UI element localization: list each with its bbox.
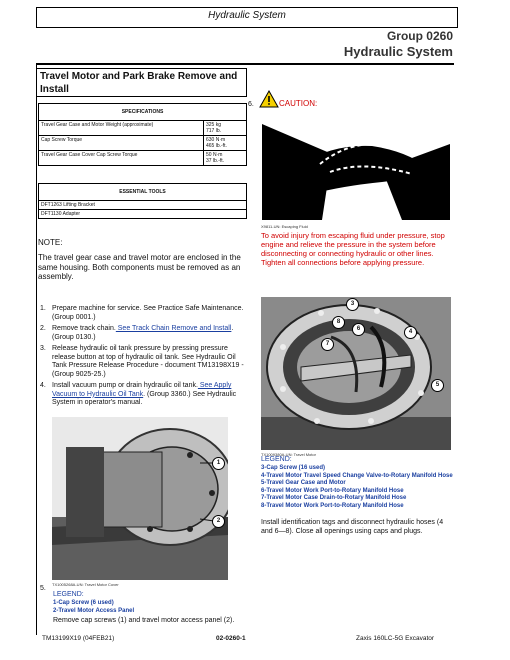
caution-text: To avoid injury from escaping fluid under pressure, stop engine and relieve the pressure in the system before disconnecting or connecting hydraulic or other lines. Tighten all connections before applying pressure. — [261, 231, 445, 267]
escaping-fluid-image — [262, 124, 450, 220]
spec-item: Cap Screw Torque — [39, 136, 204, 151]
travel-motor-cover-drawing — [52, 417, 228, 580]
footer-document-id: TM13199X19 (04FEB21) — [42, 635, 115, 642]
travel-motor-cover-image — [52, 417, 228, 580]
section-title-box — [36, 68, 247, 97]
legend-item: 6-Travel Motor Work Port-to-Rotary Manifold Hose — [261, 487, 404, 494]
procedure-steps — [38, 305, 250, 411]
escaping-fluid-drawing — [262, 124, 450, 220]
step-instruction: Install identification tags and disconnect hydraulic hoses (4 and 6—8). Close all openings using caps and plugs. — [261, 519, 444, 535]
callout-1: 1 — [212, 457, 225, 470]
callout-3: 3 — [346, 298, 359, 311]
step-text-suffix: . (Group 3360.) See Hydraulic System in operator's manual. — [52, 390, 237, 406]
travel-motor-drawing — [261, 297, 451, 450]
left-margin-rule — [36, 65, 37, 635]
footer-page-number: 02-0260-1 — [216, 635, 246, 642]
note-text: The travel gear case and travel motor are enclosed in the same housing. Both components must be removed as an assembly. — [38, 253, 241, 281]
step-number: 2. — [40, 325, 46, 332]
step-instruction: Remove cap screws (1) and travel motor access panel (2). — [53, 617, 235, 624]
spec-item: Travel Gear Case and Motor Weight (approximate) — [39, 121, 204, 136]
legend-item: 3-Cap Screw (16 used) — [261, 465, 326, 471]
figure-caption: TX1009380A-UN: Travel Motor — [261, 452, 316, 457]
step-number: 4. — [40, 382, 46, 389]
step-text: Remove track chain. — [52, 325, 116, 332]
legend-item: 7-Travel Motor Case Drain-to-Rotary Manifold Hose — [261, 495, 407, 501]
group-number: Group 0260 — [386, 29, 453, 43]
table-row — [39, 151, 247, 166]
step-text: Prepare machine for service. See Practice Safe Maintenance. (Group 0001.) — [52, 305, 244, 321]
callout-7: 7 — [321, 338, 334, 351]
tools-heading: ESSENTIAL TOOLS — [39, 184, 247, 201]
spec-value: 325 kg 717 lb. — [204, 121, 247, 136]
list-item — [38, 305, 250, 322]
track-chain-link[interactable]: See Track Chain Remove and Install — [115, 325, 232, 332]
specifications-heading: SPECIFICATIONS — [39, 104, 247, 121]
running-header — [36, 7, 458, 28]
footer-machine-name: Zaxis 160LC-5G Excavator — [356, 635, 435, 642]
caution-label: CAUTION: — [279, 99, 318, 108]
vacuum-link[interactable]: See Apply Vacuum to Hydraulic Oil Tank — [52, 382, 232, 398]
callout-4: 4 — [404, 326, 417, 339]
group-heading — [344, 28, 453, 60]
step-text: Release hydraulic oil tank pressure by pressing pressure release button at top of hydraulic oil tank. See Hydraulic Oil Tank Pressure Release Procedure - document TM13198X19 - (Group 9025-25.) — [52, 345, 244, 378]
header-rule — [36, 63, 454, 65]
figure-caption: TX1005268A-UN: Travel Motor Cover — [52, 582, 119, 587]
note-label: NOTE: — [38, 238, 63, 247]
caution-heading — [259, 90, 318, 113]
callout-8: 8 — [332, 316, 345, 329]
callout-5: 5 — [431, 379, 444, 392]
legend-heading: LEGEND: — [261, 456, 292, 463]
essential-tools-table — [38, 183, 247, 219]
legend-item: 4-Travel Motor Travel Speed Change Valve-to-Rotary Manifold Hose — [261, 472, 453, 479]
legend-list — [261, 465, 453, 510]
tool-item: DFT1263 Lifting Bracket — [39, 201, 247, 210]
callout-2: 2 — [212, 515, 225, 528]
legend-item: 1-Cap Screw (6 used) — [53, 600, 114, 606]
table-row — [39, 136, 247, 151]
spec-item: Travel Gear Case Cover Cap Screw Torque — [39, 151, 204, 166]
spec-value: 50 N·m 37 lb.-ft. — [204, 151, 247, 166]
list-item — [38, 345, 250, 379]
table-row — [39, 201, 247, 210]
warning-triangle-icon — [259, 90, 279, 108]
legend-item: 8-Travel Motor Work Port-to-Rotary Manifold Hose — [261, 502, 404, 509]
specifications-table — [38, 103, 247, 166]
step-number: 5. — [40, 585, 46, 592]
table-row — [39, 210, 247, 219]
list-item — [38, 382, 250, 408]
legend-item: 2-Travel Motor Access Panel — [53, 607, 135, 614]
figure-caption: X9811-UN: Escaping Fluid — [261, 224, 308, 229]
section-title: Travel Motor and Park Brake Remove and Install — [40, 71, 238, 95]
group-name: Hydraulic System — [343, 44, 453, 59]
list-item — [38, 325, 250, 342]
spec-value: 630 N·m 465 lb.-ft. — [204, 136, 247, 151]
legend-heading: LEGEND: — [53, 591, 84, 598]
step-number: 6. — [248, 101, 254, 108]
step-text-suffix: . (Group 0130.) — [52, 325, 234, 341]
legend-list — [53, 600, 134, 615]
tool-item: DFT1130 Adapter — [39, 210, 247, 219]
travel-motor-image — [261, 297, 451, 450]
running-header-title: Hydraulic System — [208, 10, 286, 21]
step-number: 3. — [40, 345, 46, 352]
step-text: Install vacuum pump or drain hydraulic oil tank. — [52, 382, 198, 389]
step-number: 1. — [40, 305, 46, 312]
table-row — [39, 121, 247, 136]
callout-6: 6 — [352, 323, 365, 336]
legend-item: 5-Travel Gear Case and Motor — [261, 480, 346, 486]
